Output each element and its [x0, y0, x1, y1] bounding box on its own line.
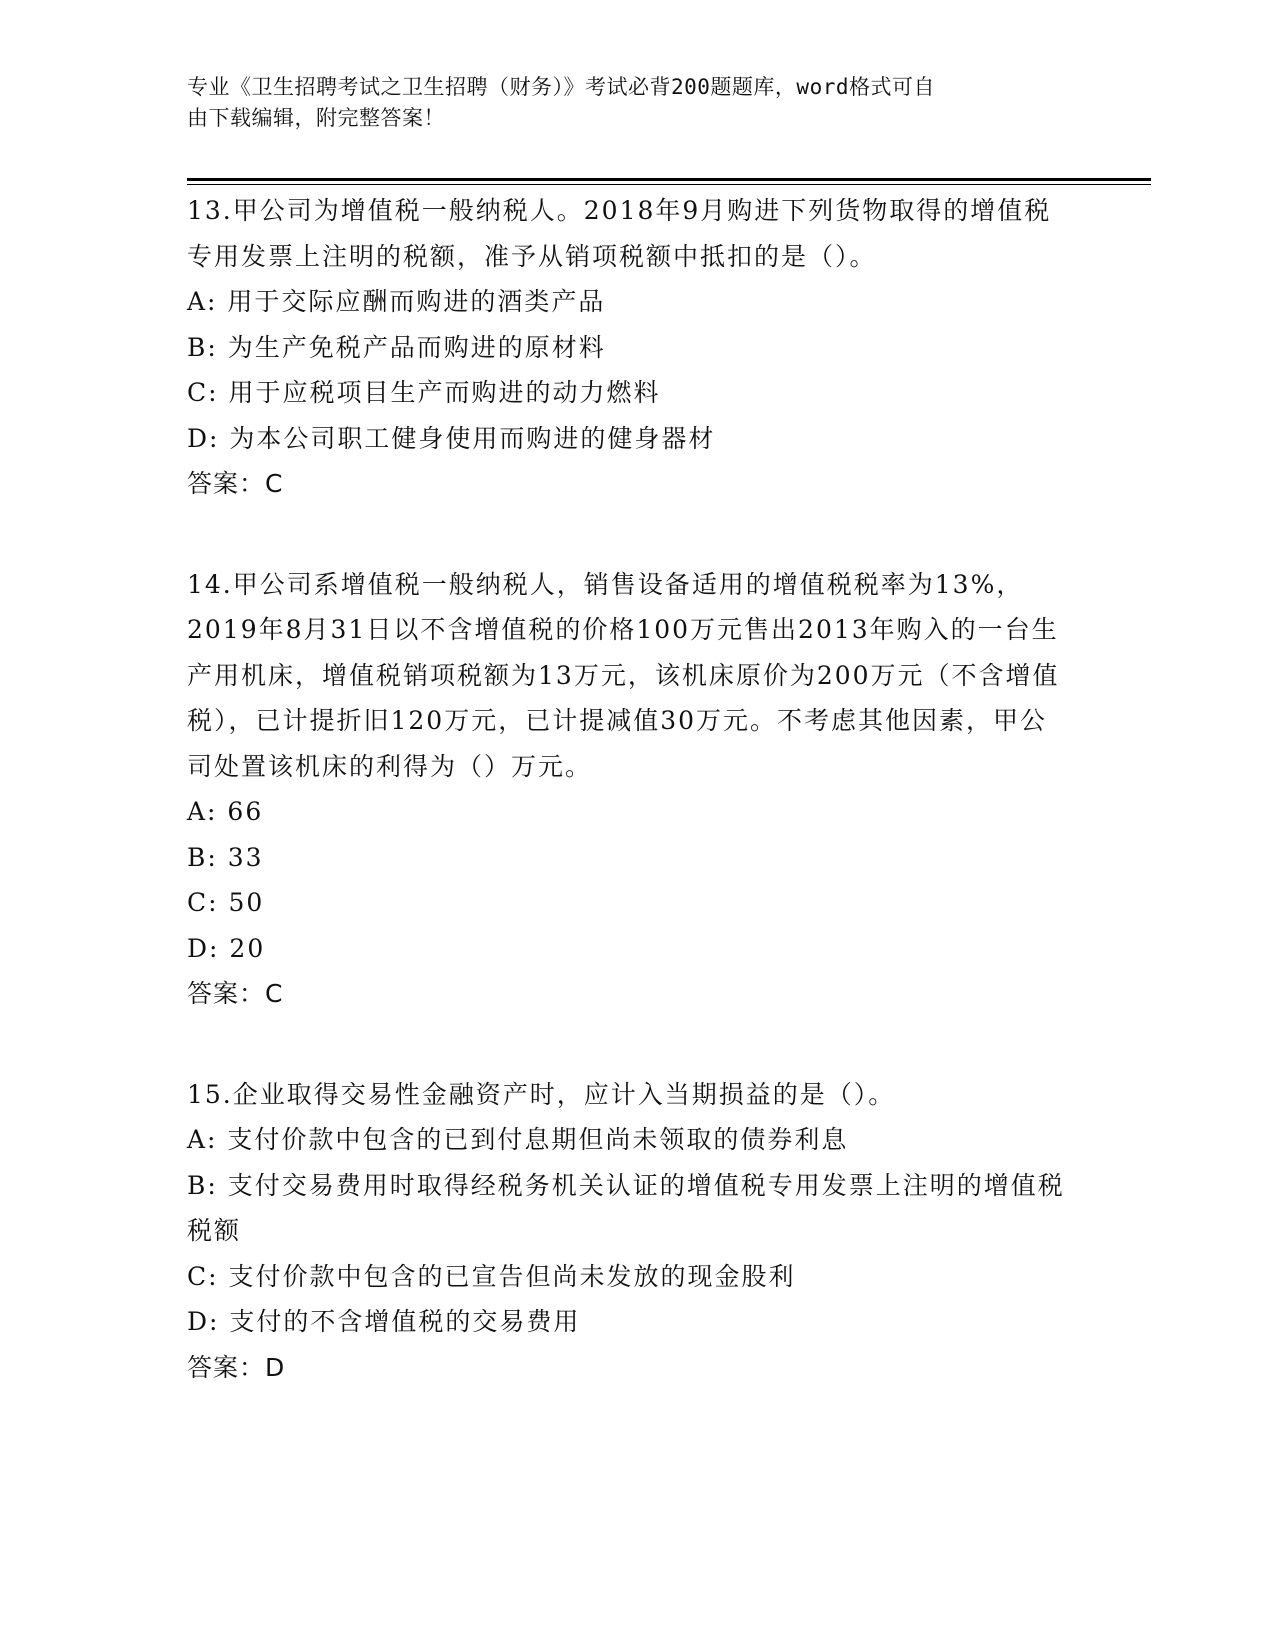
option-b: B: 支付交易费用时取得经税务机关认证的增值税专用发票上注明的增值税税额 [187, 1170, 1065, 1245]
answer: 答案：D [187, 1352, 286, 1382]
header-line-2: 由下载编辑，附完整答案！ [187, 106, 445, 130]
option-a: A: 用于交际应酬而购进的酒类产品 [187, 287, 606, 316]
option-d: D: 支付的不含增值税的交易费用 [187, 1307, 581, 1336]
option-b: B: 为生产免税产品而购进的原材料 [187, 332, 606, 362]
header-line-1: 专业《卫生招聘考试之卫生招聘（财务）》考试必背200题题库，word格式可自 [187, 75, 935, 99]
question-14 [187, 562, 1067, 1017]
question-spacer [187, 1017, 1067, 1072]
option-a: A: 66 [187, 797, 264, 826]
question-spacer [187, 507, 1067, 562]
header-divider-thin [187, 184, 1151, 185]
question-13 [187, 188, 1067, 507]
header-divider-thick [187, 178, 1151, 181]
question-stem: 13.甲公司为增值税一般纳税人。2018年9月购进下列货物取得的增值税专用发票上注明的税额，准予从销项税额中抵扣的是（）。 [187, 196, 1052, 271]
option-a: A: 支付价款中包含的已到付息期但尚未领取的债券利息 [187, 1125, 849, 1154]
answer: 答案：C [187, 469, 284, 498]
answer: 答案：C [187, 979, 284, 1008]
question-stem: 14.甲公司系增值税一般纳税人，销售设备适用的增值税税率为13%，2019年8月31日以不含增值税的价格100万元售出2013年购入的一台生产用机床，增值税销项税额为13万元，该机床原价为200万元（不含增值税），已计提折旧120万元，已计提减值30万元。不考虑其他因素，甲公司处置该机床的利得为（）万元。 [187, 569, 1060, 781]
option-b: B: 33 [187, 842, 264, 872]
option-c: C: 用于应税项目生产而购进的动力燃料 [187, 378, 661, 407]
question-15 [187, 1072, 1067, 1391]
option-c: C: 50 [187, 888, 265, 917]
option-d: D: 20 [187, 933, 266, 963]
option-c: C: 支付价款中包含的已宣告但尚未发放的现金股利 [187, 1261, 796, 1291]
question-list [187, 188, 1067, 1390]
option-d: D: 为本公司职工健身使用而购进的健身器材 [187, 423, 716, 453]
question-stem: 15.企业取得交易性金融资产时，应计入当期损益的是（）。 [187, 1079, 896, 1109]
document-header [187, 72, 1067, 134]
